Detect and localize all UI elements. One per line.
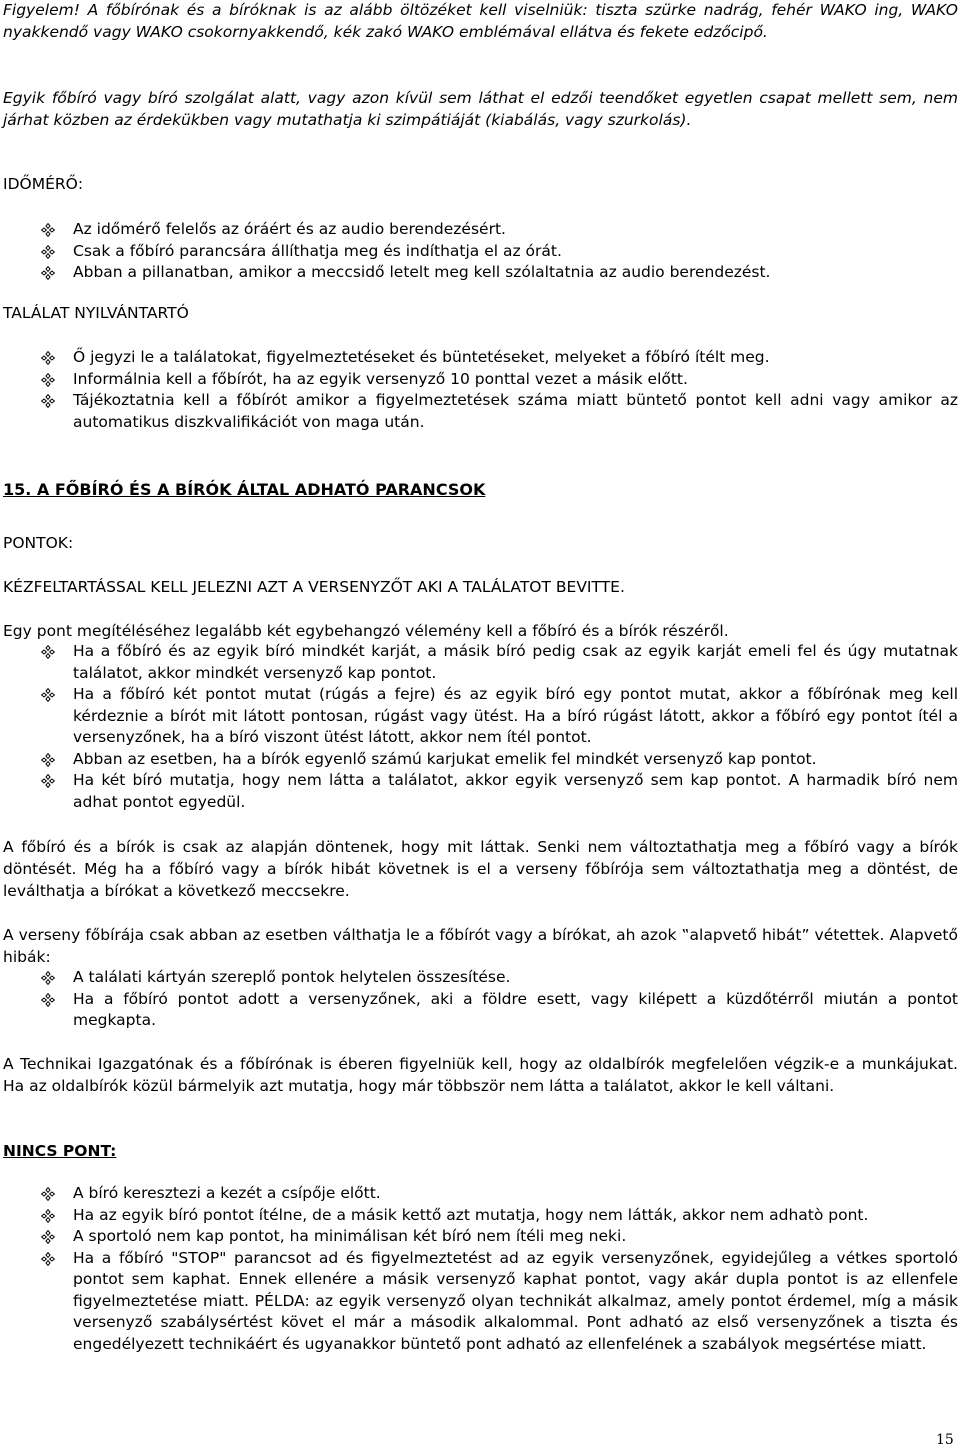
raise-hand-rule: KÉZFELTARTÁSSAL KELL JELEZNI AZT A VERSENYZŐT AKI A TALÁLATOT BEVITTE. xyxy=(3,578,625,596)
list-item-text: Ő jegyzi le a találatokat, figyelmeztetéseket és büntetéseket, melyeket a főbíró ítélt meg. xyxy=(73,348,770,366)
decision-basis-paragraph: A főbíró és a bírók is csak az alapján döntenek, hogy mit láttak. Senki nem változtathatja meg a főbíró vagy a bírók döntését. Még ha a főbíró vagy a bírók hibát követnek is el a verseny főbírója sem változtathatja meg a döntést, de leválthatja a bírókat a következő meccsekre. xyxy=(3,838,958,900)
list-item-text: Ha a főbíró két pontot mutat (rúgás a fejre) és az egyik bíró egy pontot mutat, akkor a főbírónak meg kell kérdeznie a bírót mit látott pontosan, rúgást vagy ütést. Ha a bíró rúgást látott, akkor a főbíró egy pontot ítél a versenyzőnek, ha a bíró viszont ütést látott, akkor nem ítél pontot. xyxy=(73,685,958,746)
page-number: 15 xyxy=(936,1432,954,1448)
section-15-title: 15. A FŐBÍRÓ ÉS A BÍRÓK ÁLTAL ADHATÓ PARANCSOK xyxy=(3,480,486,499)
list-item xyxy=(3,390,958,433)
four-diamond-bullet-icon xyxy=(41,373,55,387)
no-point-heading: NINCS PONT: xyxy=(3,1142,117,1160)
list-item xyxy=(3,684,958,749)
basic-errors-list xyxy=(3,967,958,1032)
list-item xyxy=(3,967,958,989)
list-item-text: Abban a pillanatban, amikor a meccsidő letelt meg kell szólaltatnia az audio berendezést. xyxy=(73,263,771,281)
list-item-text: Ha két bíró mutatja, hogy nem látta a találatot, akkor egyik versenyző sem kap pontot. A harmadik bíró nem adhat pontot egyedül. xyxy=(73,771,958,811)
technical-director-paragraph: A Technikai Igazgatónak és a főbírónak is éberen figyelniük kell, hogy az oldalbírók megfelelően végzik-e a munkájukat. Ha az oldalbírók közül bármelyik azt mutatja, hogy már többször nem látta a találatot, akkor le kell váltani. xyxy=(3,1055,958,1095)
four-diamond-bullet-icon xyxy=(41,351,55,365)
list-item xyxy=(3,1205,958,1227)
four-diamond-bullet-icon xyxy=(41,1209,55,1223)
no-point-list xyxy=(3,1183,958,1355)
four-diamond-bullet-icon xyxy=(41,223,55,237)
list-item-text: Ha a főbíró "STOP" parancsot ad és figyelmeztetést ad az egyik versenyzőnek, egyidejűleg a vétkes sportoló pontot sem kaphat. Ennek ellenére a másik versenyző kaphat pontot, vagy akár dupla pontot is az ellenfele figyelmeztetése miatt. PÉLDA: az egyik versenyző olyan technikát alkalmaz, amely pontot érdemel, míg a másik versenyző szabálysértést követ el már a második alkalommal. Pont adható az első versenyzőnek a tiszta és engedélyezett technikáért és ugyanakkor büntető pont adható az ellenfelének a szabályok megsértése miatt. xyxy=(73,1248,958,1353)
list-item xyxy=(3,1183,958,1205)
four-diamond-bullet-icon xyxy=(41,774,55,788)
list-item xyxy=(3,641,958,684)
list-item-text: Abban az esetben, ha a bírók egyenlő számú karjukat emelik fel mindkét versenyző kap pontot. xyxy=(73,749,817,768)
list-item-text: Ha a főbíró pontot adott a versenyzőnek, aki a földre esett, vagy kilépett a küzdőtérről miután a pontot megkapta. xyxy=(73,989,958,1029)
list-item xyxy=(3,770,958,813)
list-item xyxy=(3,347,958,369)
list-item-text: Csak a főbíró parancsára állíthatja meg és indíthatja el az órát. xyxy=(73,241,562,260)
list-item-text: Informálnia kell a főbírót, ha az egyik versenyző 10 ponttal vezet a másik előtt. xyxy=(73,369,688,388)
four-diamond-bullet-icon xyxy=(41,1187,55,1201)
list-item-text: A találati kártyán szereplő pontok helytelen összesítése. xyxy=(73,968,511,986)
list-item xyxy=(3,989,958,1032)
four-diamond-bullet-icon xyxy=(41,645,55,659)
replace-judges-paragraph: A verseny főbírája csak abban az esetben válthatja le a főbírót vagy a bírókat, ah azok ‟alapvető hibát” vétettek. Alapvető hibák: xyxy=(3,926,958,966)
list-item xyxy=(3,1226,958,1248)
one-point-rule: Egy pont megítéléséhez legalább két egybehangzó vélemény kell a főbíró és a bírók részéről. xyxy=(3,622,729,640)
list-item-text: Ha az egyik bíró pontot ítélne, de a másik kettő azt mutatja, hogy nem látták, akkor nem adhatò pont. xyxy=(73,1205,869,1224)
four-diamond-bullet-icon xyxy=(41,1230,55,1244)
list-item xyxy=(3,241,958,263)
list-item-text: Ha a főbíró és az egyik bíró mindkét karját, a másik bíró pedig csak az egyik karját emeli fel és úgy mutatnak találatot, akkor mindkét versenyző kap pontot. xyxy=(73,642,958,682)
list-item xyxy=(3,262,958,284)
coaching-paragraph: Egyik főbíró vagy bíró szolgálat alatt, vagy azon kívül sem láthat el edzői teendőket egyetlen csapat mellett sem, nem járhat közben az érdekükben vagy mutathatja ki szimpátiáját (kiabálás, vagy szurkolás). xyxy=(3,89,958,129)
list-item xyxy=(3,219,958,241)
list-item-text: Tájékoztatnia kell a főbírót amikor a figyelmeztetések száma miatt büntető pontot kell adni vagy amikor az automatikus diszkvalifikációt von maga után. xyxy=(73,391,958,431)
four-diamond-bullet-icon xyxy=(41,971,55,985)
scorekeeper-list xyxy=(3,347,958,433)
four-diamond-bullet-icon xyxy=(41,266,55,280)
four-diamond-bullet-icon xyxy=(41,753,55,767)
timekeeper-list xyxy=(3,219,958,284)
four-diamond-bullet-icon xyxy=(41,993,55,1007)
points-list xyxy=(3,641,958,813)
list-item xyxy=(3,1248,958,1356)
four-diamond-bullet-icon xyxy=(41,245,55,259)
list-item-text: Az időmérő felelős az óráért és az audio berendezésért. xyxy=(73,220,506,238)
list-item xyxy=(3,369,958,391)
four-diamond-bullet-icon xyxy=(41,1252,55,1266)
scorekeeper-heading: TALÁLAT NYILVÁNTARTÓ xyxy=(3,304,189,322)
four-diamond-bullet-icon xyxy=(41,688,55,702)
points-heading: PONTOK: xyxy=(3,534,74,552)
list-item-text: A bíró keresztezi a kezét a csípője előtt. xyxy=(73,1184,381,1202)
list-item xyxy=(3,749,958,771)
attire-paragraph: Figyelem! A főbírónak és a bíróknak is az alább öltözéket kell viselniük: tiszta szürke nadrág, fehér WAKO ing, WAKO nyakkendő vagy WAKO csokornyakkendő, kék zakó WAKO emblémával ellátva és fekete edzőcipő. xyxy=(3,1,958,41)
timekeeper-heading: IDŐMÉRŐ: xyxy=(3,175,84,193)
four-diamond-bullet-icon xyxy=(41,394,55,408)
list-item-text: A sportoló nem kap pontot, ha minimálisan két bíró nem ítéli meg neki. xyxy=(73,1227,627,1245)
